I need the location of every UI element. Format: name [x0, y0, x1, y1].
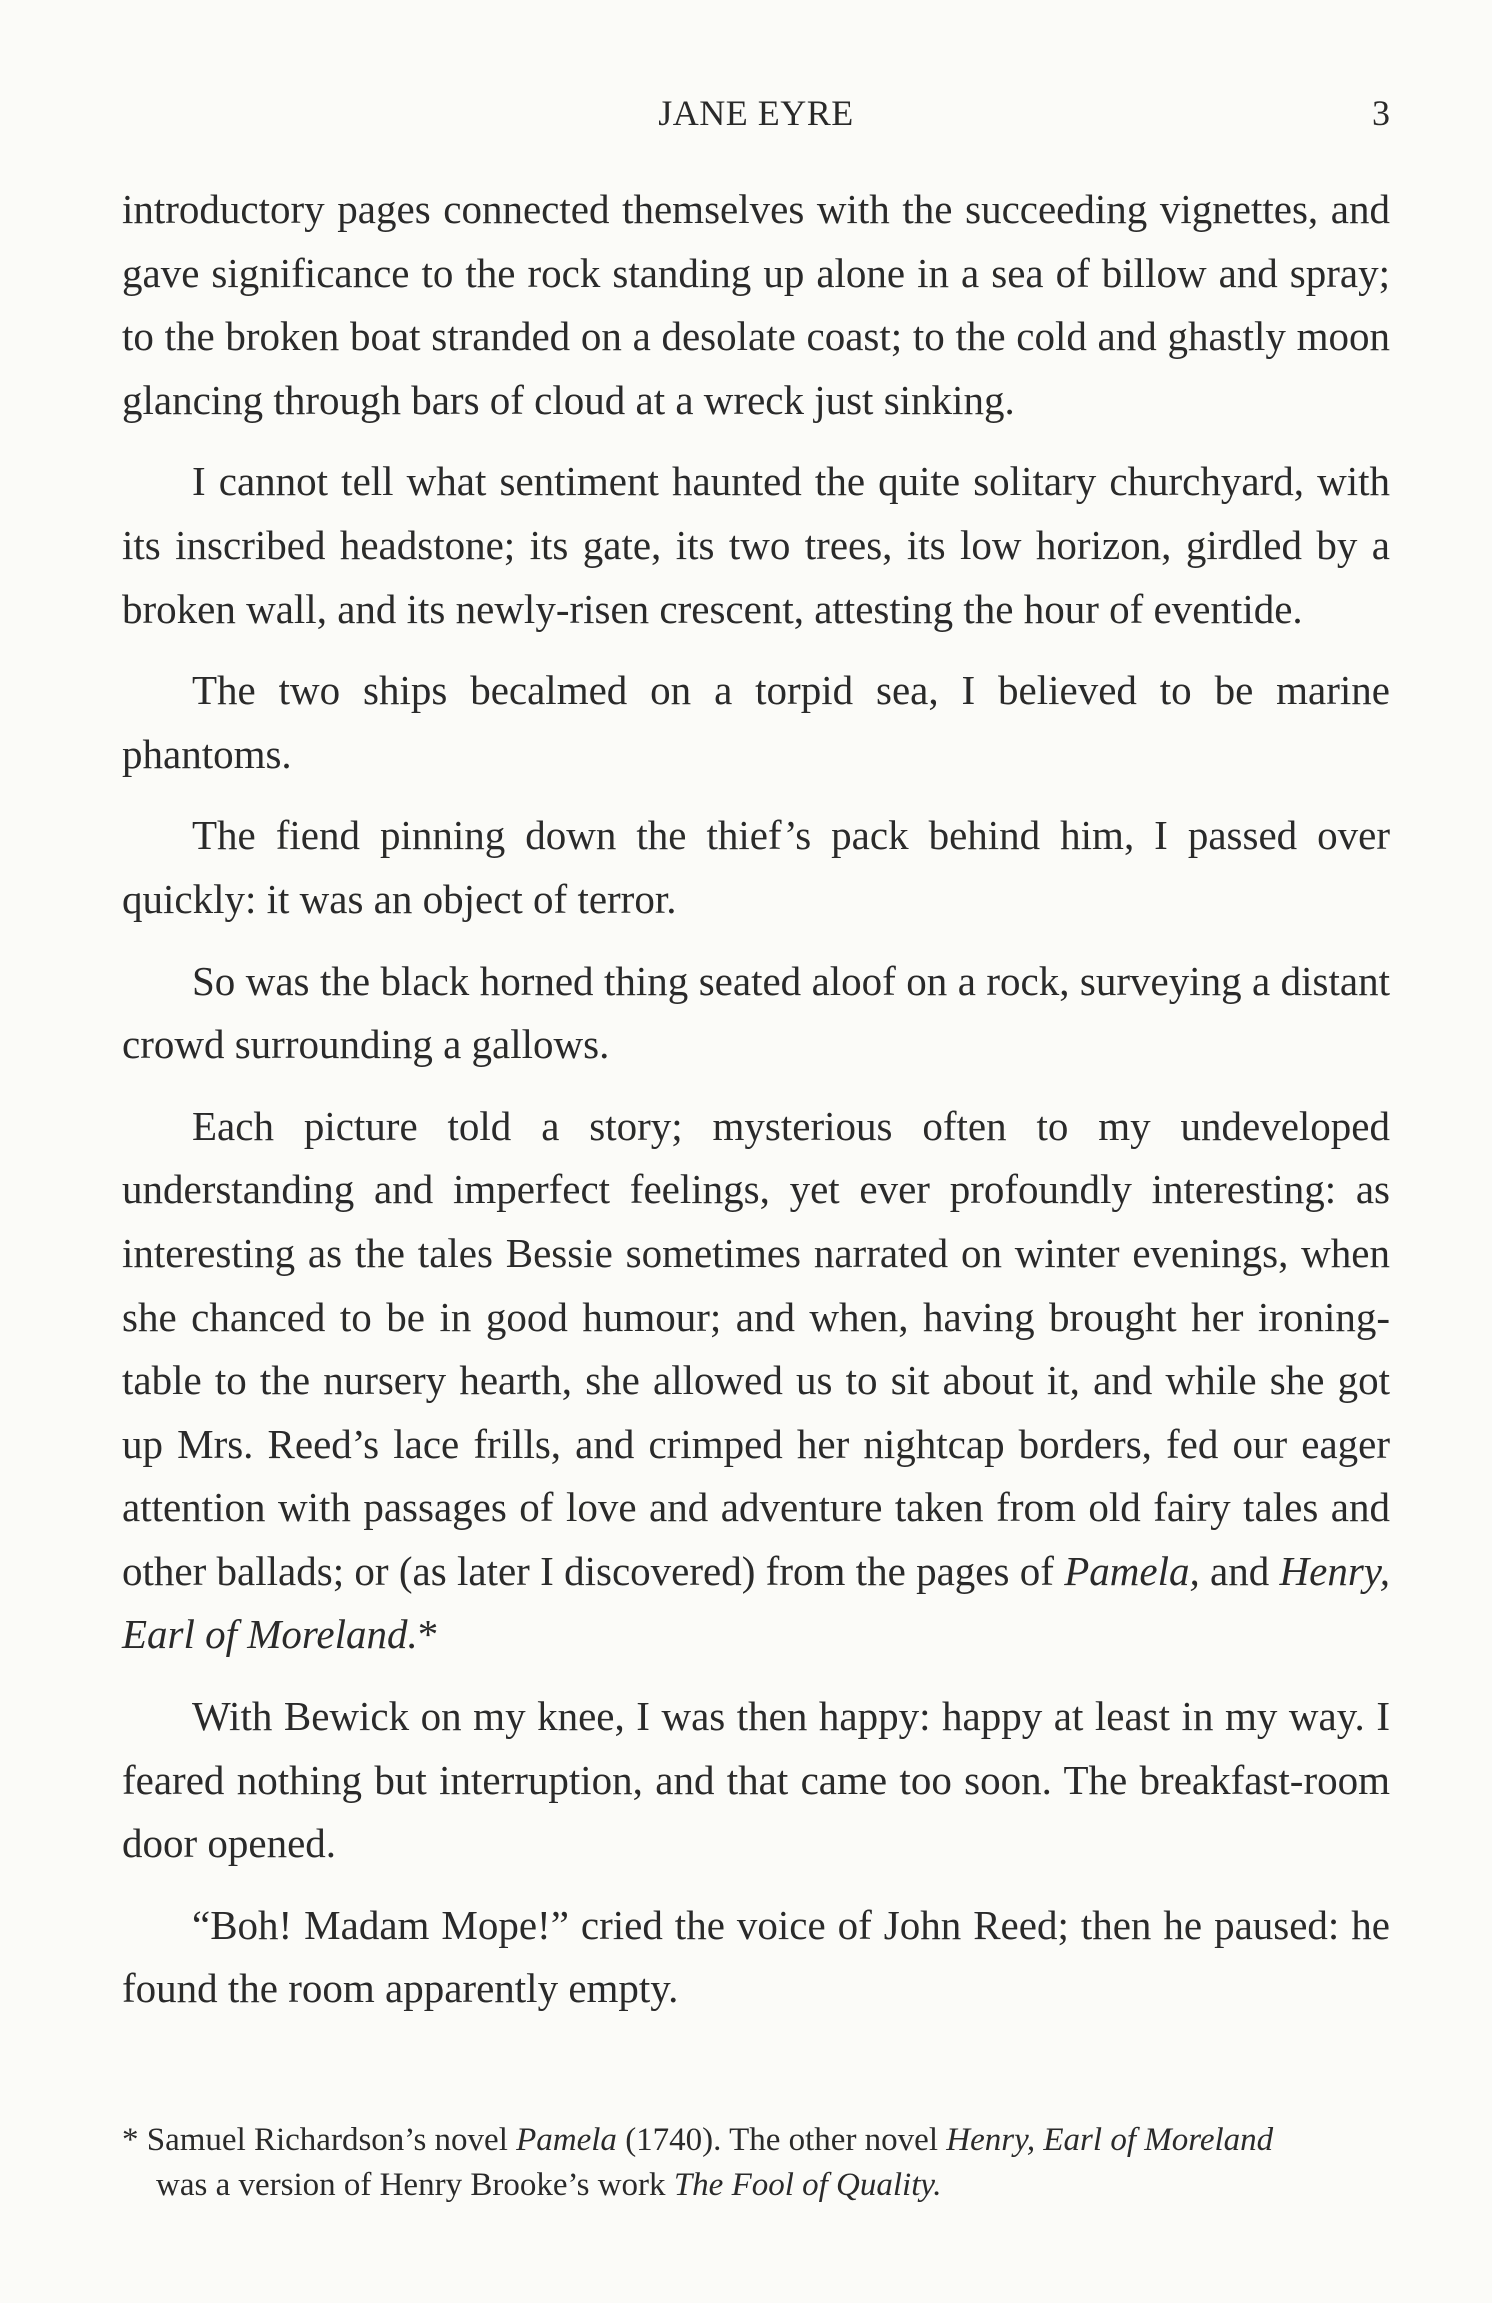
footnote-reference-marker[interactable]: *	[417, 1611, 439, 1658]
paragraph-fiend: The fiend pinning down the thief’s pack behind him, I passed over quickly: it was an object of terror.	[122, 812, 1390, 922]
paragraph-churchyard: I cannot tell what sentiment haunted the quite solitary churchyard, with its inscribed headstone; its gate, its two trees, its low horizon, girdled by a broken wall, and its newly-risen crescent, attesting the hour of eventide.	[122, 458, 1390, 632]
footnote-line-2	[122, 2163, 1390, 2208]
footnote-text-1: Samuel Richardson’s novel	[138, 2122, 517, 2158]
body-text	[122, 178, 1390, 2039]
footnote-text-2: (1740). The other novel	[616, 2122, 947, 2158]
paragraph-ships: The two ships becalmed on a torpid sea, I believed to be marine phantoms.	[122, 667, 1390, 777]
footnote-title-henry: Henry, Earl of Moreland	[946, 2122, 1274, 2158]
title-pamela: Pamela,	[1064, 1547, 1200, 1594]
paragraph-horned-thing: So was the black horned thing seated aloof on a rock, surveying a distant crowd surrounding a gallows.	[122, 957, 1390, 1068]
footnote-title-fool-of-quality: The Fool of Quality.	[673, 2167, 942, 2203]
running-title: JANE EYRE	[658, 93, 854, 133]
paragraph-bewick: With Bewick on my knee, I was then happy: happy at least in my way. I feared nothing but interruption, and that came too soon. The breakfast-room door opened.	[122, 1693, 1390, 1867]
paragraph-each-picture	[122, 1095, 1390, 1667]
footnote-marker: *	[122, 2122, 139, 2158]
page-number: 3	[1372, 93, 1390, 133]
running-head	[122, 88, 1390, 138]
footnote	[122, 2118, 1390, 2208]
paragraph-boh-madam-mope: “Boh! Madam Mope!” cried the voice of John Reed; then he paused: he found the room apparently empty.	[122, 1901, 1390, 2012]
footnote-title-pamela: Pamela	[516, 2122, 617, 2158]
footnote-line-1	[122, 2118, 1390, 2163]
paragraph-story-and: and	[1199, 1547, 1280, 1594]
footnote-text-3: was a version of Henry Brooke’s work	[156, 2167, 674, 2203]
title-henry-earl-of-moreland: Henry, Earl of Moreland.	[122, 1547, 1390, 1658]
paragraph-story-text: Each picture told a story; mysterious often to my undeveloped understanding and imperfect feelings, yet ever profoundly interesting: as interesting as the tales Bessie sometimes narrated on winter evenings, when she chanced to be in good humour; and when, having brought her ironing-table to the nursery hearth, she allowed us to sit about it, and while she got up Mrs. Reed’s lace frills, and crimped her nightcap borders, fed our eager attention with passages of love and adventure taken from old fairy tales and other ballads; or (as later I discovered) from the pages of	[122, 1102, 1390, 1594]
paragraph-continuation: introductory pages connected themselves with the succeeding vignettes, and gave significance to the rock standing up alone in a sea of billow and spray; to the broken boat stranded on a desolate coast; to the cold and ghastly moon glancing through bars of cloud at a wreck just sinking.	[122, 186, 1390, 423]
